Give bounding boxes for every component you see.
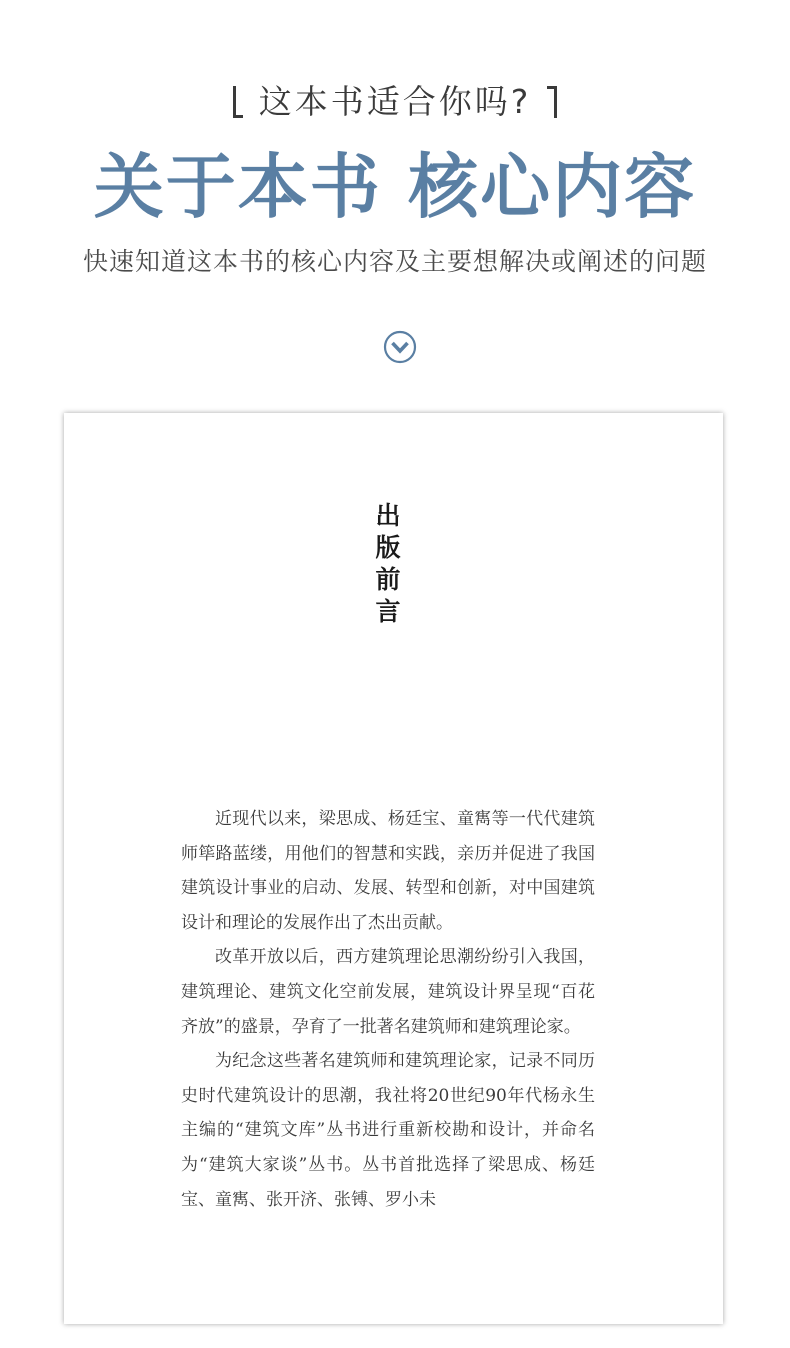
header [0, 78, 790, 126]
chevron-down-circle-icon [383, 330, 417, 364]
right-bracket-icon [547, 86, 557, 118]
preface-paragraph: 为纪念这些著名建筑师和建筑理论家，记录不同历史时代建筑设计的思潮，我社将20世纪90年代杨永生主编的“建筑文库”丛书进行重新校勘和设计，并命名为“建筑大家谈”丛书。丛书首批选择了梁思成、杨廷宝、童寯、张开济、张镈、罗小未 [181, 1051, 595, 1210]
preface-body [181, 802, 595, 1217]
preface-paragraph: 近现代以来，梁思成、杨廷宝、童寯等一代代建筑师筚路蓝缕，用他们的智慧和实践，亲历并促进了我国建筑设计事业的启动、发展、转型和创新，对中国建筑设计和理论的发展作出了杰出贡献。 [181, 809, 595, 933]
heading-char: 版 [375, 533, 401, 562]
heading-char: 前 [375, 565, 401, 594]
preface-paragraph: 改革开放以后，西方建筑理论思潮纷纷引入我国，建筑理论、建筑文化空前发展，建筑设计界呈现“百花齐放”的盛景，孕育了一批著名建筑师和建筑理论家。 [181, 947, 595, 1037]
section-question [233, 78, 558, 126]
left-bracket-icon [233, 86, 243, 118]
preface-heading [372, 500, 404, 628]
section-question-text: 这本书适合你吗? [258, 82, 532, 121]
heading-char: 出 [375, 501, 401, 530]
subtitle: 快速知道这本书的核心内容及主要想解决或阐述的问题 [82, 247, 707, 276]
heading-char: 言 [375, 597, 401, 626]
main-title: 关于本书 核心内容 [93, 145, 697, 228]
